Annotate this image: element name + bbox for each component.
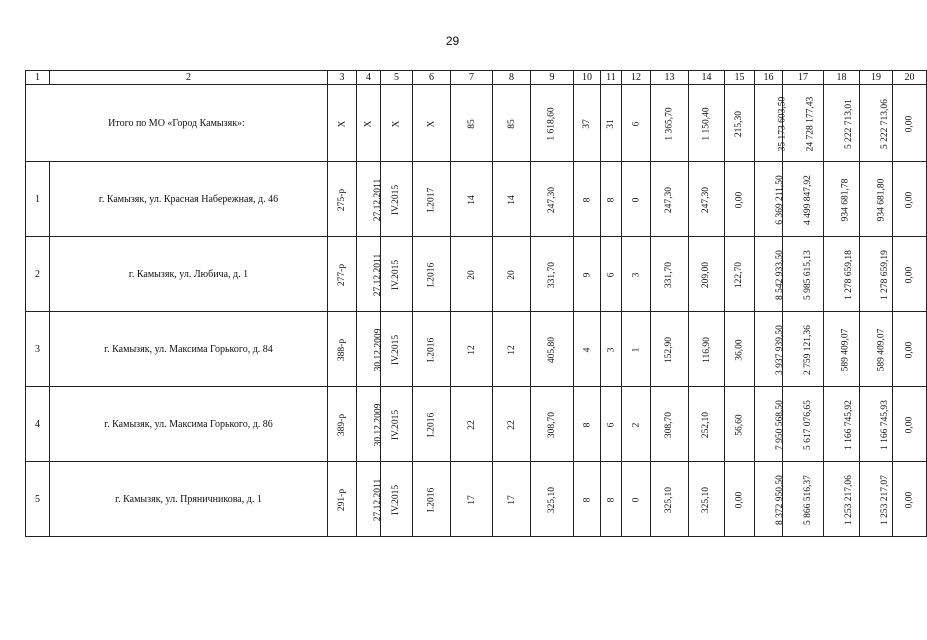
cell-c10 <box>574 387 601 462</box>
cell-value: 0,00 <box>904 341 915 358</box>
cell-c18 <box>824 387 860 462</box>
cell-value: 31 <box>606 118 616 129</box>
cell-value: 0,00 <box>904 115 915 132</box>
cell-value: Х <box>426 120 437 127</box>
cell-c16 <box>755 85 788 162</box>
cell-value: 215,30 <box>734 110 745 137</box>
cell-c19 <box>860 462 893 537</box>
cell-value: 56,60 <box>734 413 745 436</box>
cell-c9 <box>531 387 574 462</box>
cell-c12 <box>622 162 651 237</box>
cell-c12 <box>622 85 651 162</box>
cell-value: 12 <box>506 344 517 355</box>
cell-c14 <box>689 237 725 312</box>
column-number: 15 <box>725 71 755 85</box>
cell-value: I.2016 <box>426 487 437 512</box>
cell-c10 <box>574 162 601 237</box>
address-cell: г. Камызяк, ул. Красная Набережная, д. 46 <box>50 162 328 237</box>
cell-value: 3 <box>606 347 616 352</box>
column-number: 3 <box>328 71 357 85</box>
cell-value: Х <box>391 120 402 127</box>
total-label: Итого по МО «Город Камызяк»: <box>26 85 328 162</box>
cell-value: 325,10 <box>664 486 675 513</box>
cell-c3 <box>328 312 357 387</box>
cell-c10 <box>574 312 601 387</box>
cell-value: 1 278 659,19 <box>879 249 890 300</box>
cell-value: 1 166 745,93 <box>879 399 890 450</box>
cell-c7 <box>451 237 493 312</box>
cell-value: 389-р <box>336 413 347 436</box>
cell-value: 152,90 <box>664 336 675 363</box>
cell-value: 252,10 <box>701 411 712 438</box>
cell-value: 30.12.2009 <box>373 403 384 446</box>
cell-value: 8 <box>582 497 592 502</box>
cell-value: 5 985 615,13 <box>802 249 813 300</box>
column-number: 20 <box>893 71 927 85</box>
table-row <box>26 312 927 387</box>
cell-c18 <box>824 312 860 387</box>
cell-c12 <box>622 387 651 462</box>
cell-c3 <box>328 162 357 237</box>
cell-c3 <box>328 462 357 537</box>
cell-value: 0,00 <box>904 191 915 208</box>
cell-c9 <box>531 85 574 162</box>
cell-value: 291-р <box>336 488 347 511</box>
cell-value: 5 222 713,01 <box>843 98 854 149</box>
cell-value: 5 866 516,37 <box>802 474 813 525</box>
cell-value: 1 150,40 <box>701 106 712 141</box>
cell-c7 <box>451 85 493 162</box>
column-number: 2 <box>50 71 328 85</box>
cell-c19 <box>860 312 893 387</box>
cell-value: 0 <box>631 497 641 502</box>
cell-value: I.2016 <box>426 412 437 437</box>
cell-value: 12 <box>466 344 477 355</box>
cell-value: 247,30 <box>664 186 675 213</box>
row-number: 5 <box>26 462 50 537</box>
cell-c3 <box>328 85 357 162</box>
cell-c20 <box>893 237 927 312</box>
cell-c6 <box>413 85 451 162</box>
cell-c4 <box>357 462 384 537</box>
cell-value: IV.2015 <box>391 484 402 515</box>
cell-c6 <box>413 312 451 387</box>
cell-c10 <box>574 237 601 312</box>
cell-c5 <box>381 387 413 462</box>
cell-c16 <box>755 162 783 237</box>
address-cell: г. Камызяк, ул. Максима Горького, д. 84 <box>50 312 328 387</box>
cell-value: 275-р <box>336 188 347 211</box>
cell-c14 <box>689 312 725 387</box>
table-row <box>26 237 927 312</box>
cell-value: 8 <box>582 197 592 202</box>
cell-value: 6 <box>606 422 616 427</box>
cell-c6 <box>413 237 451 312</box>
column-number: 7 <box>451 71 493 85</box>
cell-value: 27.12.2011 <box>373 478 384 521</box>
cell-c18 <box>824 462 860 537</box>
row-number: 3 <box>26 312 50 387</box>
cell-c4 <box>357 312 384 387</box>
cell-c16 <box>755 462 783 537</box>
cell-value: 85 <box>506 118 517 129</box>
cell-c15 <box>725 85 755 162</box>
cell-value: 122,70 <box>734 261 745 288</box>
cell-value: 37 <box>582 118 592 129</box>
cell-value: 325,10 <box>547 486 557 513</box>
cell-c3 <box>328 387 357 462</box>
column-number: 19 <box>860 71 893 85</box>
cell-value: 6 <box>631 121 641 126</box>
cell-value: 20 <box>466 269 477 280</box>
cell-value: 27.12.2011 <box>373 178 384 221</box>
cell-c9 <box>531 462 574 537</box>
cell-c9 <box>531 162 574 237</box>
cell-value: 20 <box>506 269 517 280</box>
cell-value: 8 <box>582 422 592 427</box>
cell-value: 331,70 <box>547 261 557 288</box>
cell-value: 0 <box>631 197 641 202</box>
cell-value: 247,30 <box>701 186 712 213</box>
cell-c7 <box>451 387 493 462</box>
cell-c13 <box>651 237 689 312</box>
cell-value: 308,70 <box>547 411 557 438</box>
cell-value: 0,00 <box>734 191 745 208</box>
column-number: 5 <box>381 71 413 85</box>
cell-c7 <box>451 162 493 237</box>
cell-value: 1 365,70 <box>664 106 675 141</box>
cell-value: IV.2015 <box>391 334 402 365</box>
cell-c12 <box>622 312 651 387</box>
address-cell: г. Камызяк, ул. Пряничникова, д. 1 <box>50 462 328 537</box>
cell-value: 934 681,78 <box>840 178 851 221</box>
cell-c11 <box>601 162 622 237</box>
cell-c14 <box>689 462 725 537</box>
column-number: 10 <box>574 71 601 85</box>
cell-c8 <box>493 85 531 162</box>
row-number: 2 <box>26 237 50 312</box>
cell-c16 <box>755 387 783 462</box>
cell-c11 <box>601 462 622 537</box>
cell-c15 <box>725 312 755 387</box>
cell-value: 8 <box>606 197 616 202</box>
column-number: 18 <box>824 71 860 85</box>
column-number: 6 <box>413 71 451 85</box>
column-number: 17 <box>783 71 824 85</box>
cell-value: 36,00 <box>734 338 745 361</box>
cell-c12 <box>622 462 651 537</box>
cell-value: 22 <box>506 419 517 430</box>
cell-c11 <box>601 85 622 162</box>
cell-c13 <box>651 162 689 237</box>
cell-value: 3 937 939,50 <box>774 324 785 375</box>
cell-c19 <box>860 85 893 162</box>
table-row <box>26 162 927 237</box>
cell-value: 0,00 <box>904 266 915 283</box>
table-row <box>26 387 927 462</box>
cell-c4 <box>357 387 384 462</box>
cell-c8 <box>493 462 531 537</box>
cell-c3 <box>328 237 357 312</box>
cell-c14 <box>689 162 725 237</box>
cell-value: Х <box>337 120 347 127</box>
address-cell: г. Камызяк, ул. Максима Горького, д. 86 <box>50 387 328 462</box>
cell-c6 <box>413 162 451 237</box>
cell-c8 <box>493 387 531 462</box>
cell-c19 <box>860 162 893 237</box>
cell-value: 2 759 121,36 <box>802 324 813 375</box>
cell-c7 <box>451 462 493 537</box>
cell-c10 <box>574 85 601 162</box>
cell-c13 <box>651 387 689 462</box>
cell-value: 934 681,80 <box>876 178 887 221</box>
cell-value: 4 <box>582 347 592 352</box>
cell-c17 <box>783 162 824 237</box>
cell-c14 <box>689 85 725 162</box>
cell-c13 <box>651 85 689 162</box>
cell-value: 8 <box>606 497 616 502</box>
cell-c13 <box>651 462 689 537</box>
cell-c4 <box>357 162 384 237</box>
cell-c17 <box>783 85 824 162</box>
cell-c9 <box>531 312 574 387</box>
cell-value: 4 499 847,92 <box>802 174 813 225</box>
row-number: 1 <box>26 162 50 237</box>
cell-c17 <box>783 387 824 462</box>
cell-value: 5 222 713,06 <box>879 98 890 149</box>
cell-value: 116,90 <box>701 336 712 363</box>
cell-c20 <box>893 387 927 462</box>
cell-value: 0,00 <box>904 416 915 433</box>
cell-value: 27.12.2011 <box>373 253 384 296</box>
cell-value: Х <box>363 120 374 127</box>
cell-value: 3 <box>631 272 641 277</box>
cell-value: 17 <box>506 494 517 505</box>
column-number: 4 <box>357 71 381 85</box>
cell-c17 <box>783 237 824 312</box>
cell-value: 247,30 <box>547 186 557 213</box>
cell-c19 <box>860 387 893 462</box>
cell-c17 <box>783 462 824 537</box>
cell-c5 <box>381 162 413 237</box>
cell-c12 <box>622 237 651 312</box>
cell-value: 35 173 603,50 <box>777 96 788 151</box>
cell-value: 1 618,60 <box>547 106 557 141</box>
cell-value: I.2017 <box>426 187 437 212</box>
column-number: 1 <box>26 71 50 85</box>
row-number: 4 <box>26 387 50 462</box>
cell-value: I.2016 <box>426 262 437 287</box>
cell-c17 <box>783 312 824 387</box>
cell-value: 1 253 217,06 <box>843 474 854 525</box>
cell-value: IV.2015 <box>391 409 402 440</box>
page-number: 29 <box>445 34 460 48</box>
cell-value: 0,00 <box>904 491 915 508</box>
cell-c8 <box>493 312 531 387</box>
cell-c15 <box>725 462 755 537</box>
cell-value: 388-р <box>336 338 347 361</box>
cell-value: IV.2015 <box>391 259 402 290</box>
cell-value: 0,00 <box>734 491 745 508</box>
cell-value: 308,70 <box>664 411 675 438</box>
column-number: 12 <box>622 71 651 85</box>
cell-value: 2 <box>631 422 641 427</box>
cell-value: 30.12.2009 <box>373 328 384 371</box>
cell-c18 <box>824 85 860 162</box>
cell-value: 8 542 933,50 <box>774 249 785 300</box>
cell-value: 1 166 745,92 <box>843 399 854 450</box>
cell-c14 <box>689 387 725 462</box>
cell-value: 1 278 659,18 <box>843 249 854 300</box>
column-number: 8 <box>493 71 531 85</box>
cell-value: 9 <box>582 272 592 277</box>
cell-value: 325,10 <box>701 486 712 513</box>
cell-c6 <box>413 387 451 462</box>
cell-value: 589 409,07 <box>840 328 851 371</box>
cell-value: 405,80 <box>547 336 557 363</box>
cell-c11 <box>601 237 622 312</box>
cell-c7 <box>451 312 493 387</box>
cell-c6 <box>413 462 451 537</box>
cell-c16 <box>755 237 783 312</box>
cell-c5 <box>381 312 413 387</box>
cell-value: 8 372 950,50 <box>774 474 785 525</box>
cell-c5 <box>381 237 413 312</box>
cell-c19 <box>860 237 893 312</box>
cell-value: 1 <box>631 347 641 352</box>
cell-c20 <box>893 462 927 537</box>
column-number: 9 <box>531 71 574 85</box>
cell-value: 209,00 <box>701 261 712 288</box>
header-row <box>26 71 927 85</box>
table-row <box>26 462 927 537</box>
cell-value: 1 253 217,07 <box>879 474 890 525</box>
cell-c18 <box>824 237 860 312</box>
cell-c18 <box>824 162 860 237</box>
cell-c10 <box>574 462 601 537</box>
cell-value: 85 <box>466 118 477 129</box>
cell-value: 6 369 211,50 <box>774 174 785 225</box>
column-number: 13 <box>651 71 689 85</box>
column-number: 14 <box>689 71 725 85</box>
column-number: 16 <box>755 71 783 85</box>
cell-c15 <box>725 387 755 462</box>
cell-value: 277-р <box>336 263 347 286</box>
cell-value: 14 <box>466 194 477 205</box>
cell-value: 6 <box>606 272 616 277</box>
total-row <box>26 85 927 162</box>
cell-c8 <box>493 237 531 312</box>
cell-c4 <box>357 85 381 162</box>
cell-c4 <box>357 237 384 312</box>
cell-c20 <box>893 312 927 387</box>
cell-c20 <box>893 85 927 162</box>
cell-value: 7 950 568,50 <box>774 399 785 450</box>
cell-c11 <box>601 312 622 387</box>
cell-value: I.2016 <box>426 337 437 362</box>
cell-c11 <box>601 387 622 462</box>
cell-c15 <box>725 162 755 237</box>
cell-value: 331,70 <box>664 261 675 288</box>
address-cell: г. Камызяк, ул. Любича, д. 1 <box>50 237 328 312</box>
column-number: 11 <box>601 71 622 85</box>
cell-c13 <box>651 312 689 387</box>
cell-value: 24 728 177,43 <box>805 96 816 151</box>
cell-value: 5 617 076,65 <box>802 399 813 450</box>
cell-value: 22 <box>466 419 477 430</box>
cell-value: 14 <box>506 194 517 205</box>
cell-c15 <box>725 237 755 312</box>
cell-value: 17 <box>466 494 477 505</box>
cell-c8 <box>493 162 531 237</box>
cell-value: 589 409,07 <box>876 328 887 371</box>
cell-c9 <box>531 237 574 312</box>
cell-value: IV.2015 <box>391 184 402 215</box>
register-table <box>25 70 927 537</box>
cell-c5 <box>381 462 413 537</box>
cell-c20 <box>893 162 927 237</box>
cell-c5 <box>381 85 413 162</box>
cell-c16 <box>755 312 783 387</box>
